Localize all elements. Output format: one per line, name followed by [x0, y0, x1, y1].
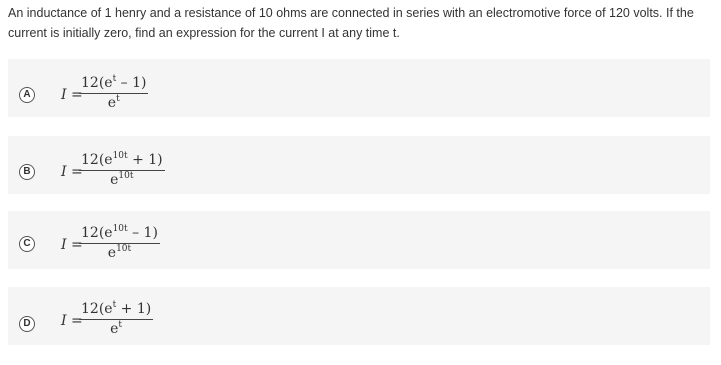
option-letter-d[interactable]: D [19, 316, 35, 332]
formula-lhs: I = [61, 87, 83, 103]
option-letter-c[interactable]: C [19, 236, 35, 252]
answer-option-d[interactable] [8, 287, 710, 345]
option-letter-a[interactable]: A [19, 87, 35, 103]
formula-lhs: I = [61, 313, 83, 329]
formula-numerator: $12(e^t + 1)$ [79, 301, 153, 320]
answer-option-b[interactable] [8, 136, 710, 194]
formula-denominator: $e^t$ [110, 320, 123, 337]
answer-option-c[interactable] [8, 211, 710, 269]
formula-lhs: I = [61, 237, 83, 253]
option-letter-b[interactable]: B [19, 164, 35, 180]
formula-denominator: $e^{10t}$ [110, 171, 134, 188]
formula-fraction [79, 301, 153, 337]
formula-fraction [79, 152, 165, 188]
formula-numerator: $12(e^{10t} + 1)$ [79, 152, 165, 171]
formula-numerator: $12(e^t - 1)$ [79, 75, 148, 94]
formula-numerator: $12(e^{10t} - 1)$ [79, 225, 160, 244]
formula-fraction [79, 75, 148, 111]
formula-fraction [79, 225, 160, 261]
formula-denominator: $e^t$ [107, 94, 120, 111]
question-text: An inductance of 1 henry and a resistance of 10 ohms are connected in series with an electromotive force of 120 volts. If the current is initially zero, find an expression for the current I at any time t. [8, 6, 694, 40]
answer-option-a[interactable] [8, 59, 710, 117]
formula-denominator: $e^{10t}$ [107, 244, 132, 261]
formula-lhs: I = [61, 164, 83, 180]
